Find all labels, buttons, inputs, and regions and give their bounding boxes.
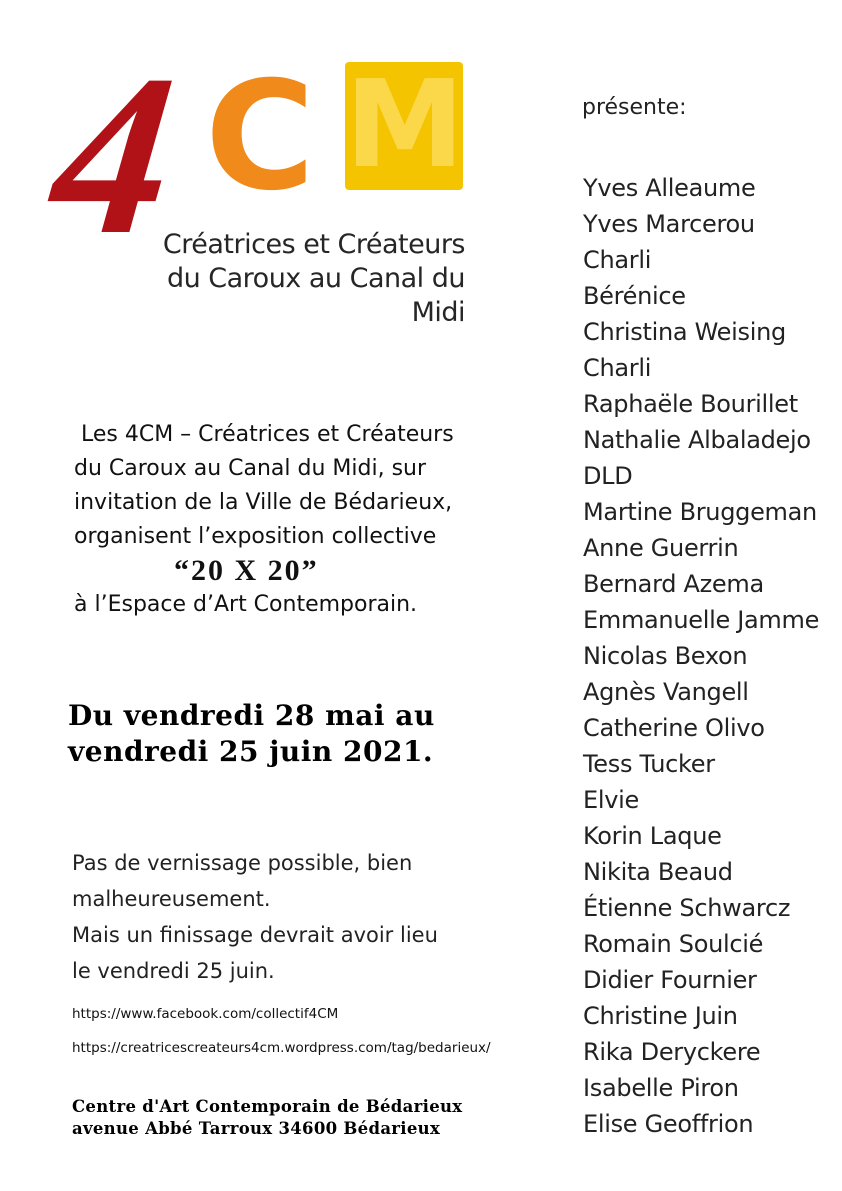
artist-name: Didier Fournier <box>583 966 757 994</box>
artist-name: Nicolas Bexon <box>583 642 748 670</box>
artist-name: Rika Deryckere <box>583 1038 761 1066</box>
venue-address <box>72 1096 542 1140</box>
artist-name: Bernard Azema <box>583 570 764 598</box>
artist-name: Nathalie Albaladejo <box>583 426 811 454</box>
intro-paragraph <box>74 418 534 622</box>
artist-name: Charli <box>583 246 652 274</box>
artist-name: Martine Bruggeman <box>583 498 817 526</box>
artist-name: Christina Weising <box>583 318 786 346</box>
venue-line-2: avenue Abbé Tarroux 34600 Bédarieux <box>72 1119 441 1138</box>
intro-line-2: du Caroux au Canal du Midi, sur <box>74 456 427 481</box>
artist-name: Anne Guerrin <box>583 534 739 562</box>
opening-note <box>72 845 492 989</box>
exhibition-dates <box>68 698 538 770</box>
artist-name: Tess Tucker <box>583 750 715 778</box>
artist-name: Agnès Vangell <box>583 678 749 706</box>
logo-subtitle-line-1: Créatrices et Créateurs <box>162 229 465 260</box>
artist-name: Nikita Beaud <box>583 858 733 886</box>
intro-line-3: invitation de la Ville de Bédarieux, <box>74 490 453 515</box>
logo-letter-m-block <box>345 56 465 195</box>
venue-line-1: Centre d'Art Contemporain de Bédarieux <box>72 1097 463 1116</box>
note-line-2: malheureusement. <box>72 887 271 911</box>
artist-name: Raphaële Bourillet <box>583 390 798 418</box>
wordpress-link[interactable]: https://creatricescreateurs4cm.wordpress.com/tag/bedarieux/ <box>72 1040 491 1056</box>
intro-line-1: Les 4CM – Créatrices et Créateurs <box>74 422 454 447</box>
artist-list <box>583 170 819 1142</box>
presente-heading: présente: <box>582 95 687 120</box>
artist-name: Korin Laque <box>583 822 722 850</box>
facebook-link[interactable]: https://www.facebook.com/collectif4CM <box>72 1006 339 1022</box>
artist-name: Christine Juin <box>583 1002 738 1030</box>
intro-line-4: organisent l’exposition collective <box>74 524 437 549</box>
note-line-1: Pas de vernissage possible, bien <box>72 851 413 875</box>
artist-name: Romain Soulcié <box>583 930 764 958</box>
artist-name: Elise Geoffrion <box>583 1110 754 1138</box>
artist-name: Étienne Schwarcz <box>583 894 791 922</box>
logo-letter-m: M <box>345 56 465 195</box>
note-line-4: le vendredi 25 juin. <box>72 959 275 983</box>
artist-name: DLD <box>583 462 633 490</box>
logo-subtitle <box>120 228 465 330</box>
logo-subtitle-line-2: du Caroux au Canal du Midi <box>166 263 465 328</box>
artist-name: Elvie <box>583 786 639 814</box>
artist-name: Charli <box>583 354 652 382</box>
artist-name: Catherine Olivo <box>583 714 765 742</box>
artist-name: Isabelle Piron <box>583 1074 739 1102</box>
dates-line-2: vendredi 25 juin 2021. <box>68 735 434 768</box>
dates-line-1: Du vendredi 28 mai au <box>68 699 435 732</box>
exhibition-title: “20 X 20” <box>174 554 319 587</box>
artist-name: Bérénice <box>583 282 686 310</box>
logo-letter-c: C <box>205 50 312 224</box>
intro-line-5: à l’Espace d’Art Contemporain. <box>74 592 418 617</box>
logo-numeral-four: 4 <box>42 27 185 282</box>
artist-name: Emmanuelle Jamme <box>583 606 820 634</box>
note-line-3: Mais un finissage devrait avoir lieu <box>72 923 438 947</box>
artist-name: Yves Alleaume <box>583 174 756 202</box>
artist-name: Yves Marcerou <box>583 210 755 238</box>
